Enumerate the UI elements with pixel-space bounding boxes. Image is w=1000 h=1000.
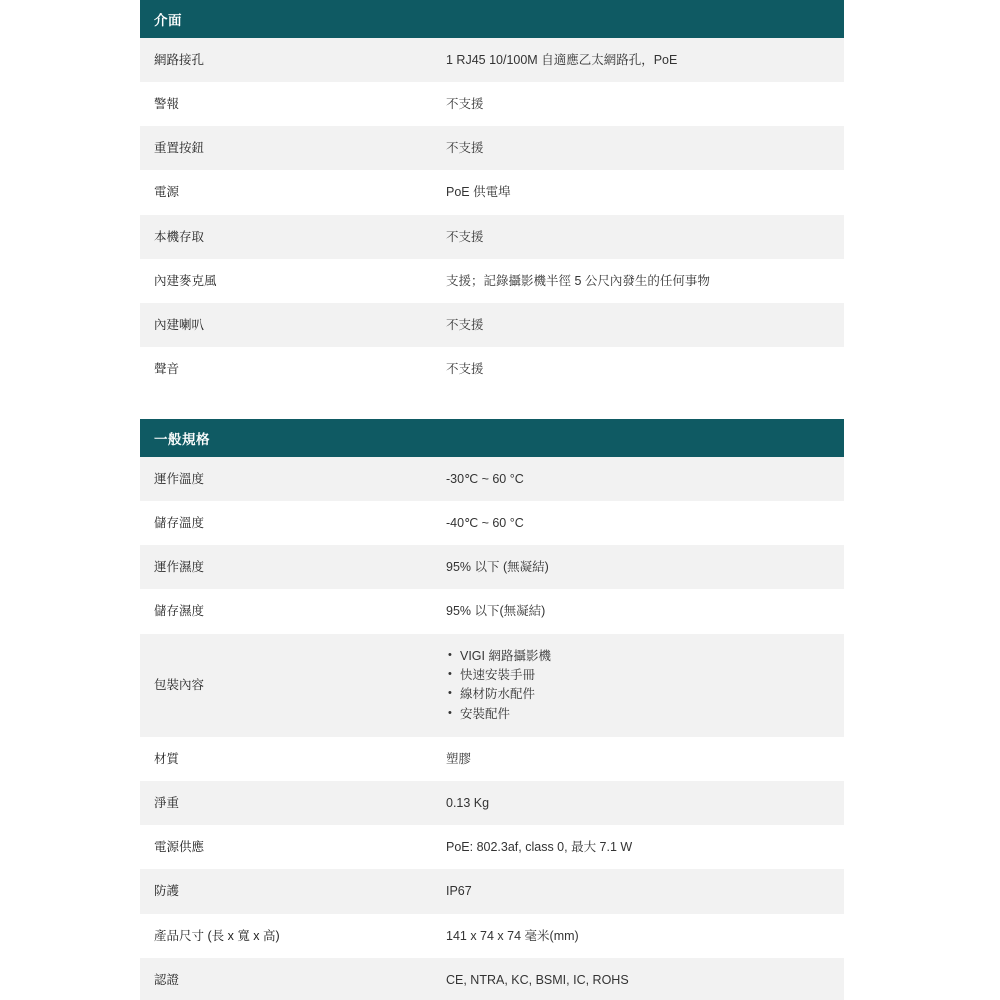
row-value: 支援；記錄攝影機半徑 5 公尺內發生的任何事物	[432, 259, 844, 303]
row-label: 本機存取	[140, 215, 432, 259]
table-row	[140, 82, 844, 126]
row-value: 不支援	[432, 126, 844, 170]
row-value: 不支援	[432, 82, 844, 126]
table-row	[140, 781, 844, 825]
table-row	[140, 303, 844, 347]
list-item: • VIGI 網路攝影機	[446, 647, 834, 666]
row-value: 塑膠	[432, 737, 844, 781]
row-label: 淨重	[140, 781, 432, 825]
row-label: 內建喇叭	[140, 303, 432, 347]
table-row	[140, 457, 844, 501]
row-value: -40℃ ~ 60 °C	[432, 501, 844, 545]
table-row	[140, 825, 844, 869]
table-row	[140, 589, 844, 633]
table-row	[140, 958, 844, 1000]
row-value-list	[432, 634, 844, 738]
row-value: CE, NTRA, KC, BSMI, IC, ROHS	[432, 958, 844, 1000]
section-title-general: 一般規格	[140, 419, 844, 457]
row-value: -30℃ ~ 60 °C	[432, 457, 844, 501]
row-label: 電源供應	[140, 825, 432, 869]
spec-table-general	[140, 457, 844, 1000]
row-label: 認證	[140, 958, 432, 1000]
table-row-package	[140, 634, 844, 738]
row-label: 包裝內容	[140, 634, 432, 738]
row-value: 0.13 Kg	[432, 781, 844, 825]
list-item: • 快速安裝手冊	[446, 666, 834, 685]
row-label: 運作濕度	[140, 545, 432, 589]
table-row	[140, 215, 844, 259]
table-row	[140, 914, 844, 958]
row-value: IP67	[432, 869, 844, 913]
table-row	[140, 869, 844, 913]
row-label: 儲存濕度	[140, 589, 432, 633]
row-value: PoE: 802.3af, class 0, 最大 7.1 W	[432, 825, 844, 869]
list-item: • 安裝配件	[446, 705, 834, 724]
section-title-interface: 介面	[140, 0, 844, 38]
spec-section-interface	[140, 0, 844, 391]
row-label: 警報	[140, 82, 432, 126]
table-row	[140, 38, 844, 82]
row-label: 網路接孔	[140, 38, 432, 82]
row-label: 產品尺寸 (長 x 寬 x 高)	[140, 914, 432, 958]
table-row	[140, 259, 844, 303]
row-value: 不支援	[432, 347, 844, 391]
row-value: 不支援	[432, 303, 844, 347]
row-value: 95% 以下 (無凝結)	[432, 545, 844, 589]
list-item: • 線材防水配件	[446, 685, 834, 704]
row-label: 電源	[140, 170, 432, 214]
table-row	[140, 545, 844, 589]
row-label: 運作溫度	[140, 457, 432, 501]
row-value: 95% 以下(無凝結)	[432, 589, 844, 633]
table-row	[140, 501, 844, 545]
row-label: 重置按鈕	[140, 126, 432, 170]
table-row	[140, 170, 844, 214]
table-row	[140, 126, 844, 170]
package-contents-list	[446, 647, 834, 725]
row-label: 內建麥克風	[140, 259, 432, 303]
row-value: 不支援	[432, 215, 844, 259]
spec-section-general	[140, 419, 844, 1000]
row-label: 防護	[140, 869, 432, 913]
table-row	[140, 347, 844, 391]
spec-table-interface	[140, 38, 844, 391]
row-value: PoE 供電埠	[432, 170, 844, 214]
row-value: 1 RJ45 10/100M 自適應乙太網路孔，PoE	[432, 38, 844, 82]
row-value: 141 x 74 x 74 毫米(mm)	[432, 914, 844, 958]
row-label: 材質	[140, 737, 432, 781]
table-row	[140, 737, 844, 781]
row-label: 儲存溫度	[140, 501, 432, 545]
section-gap	[0, 391, 1000, 419]
row-label: 聲音	[140, 347, 432, 391]
